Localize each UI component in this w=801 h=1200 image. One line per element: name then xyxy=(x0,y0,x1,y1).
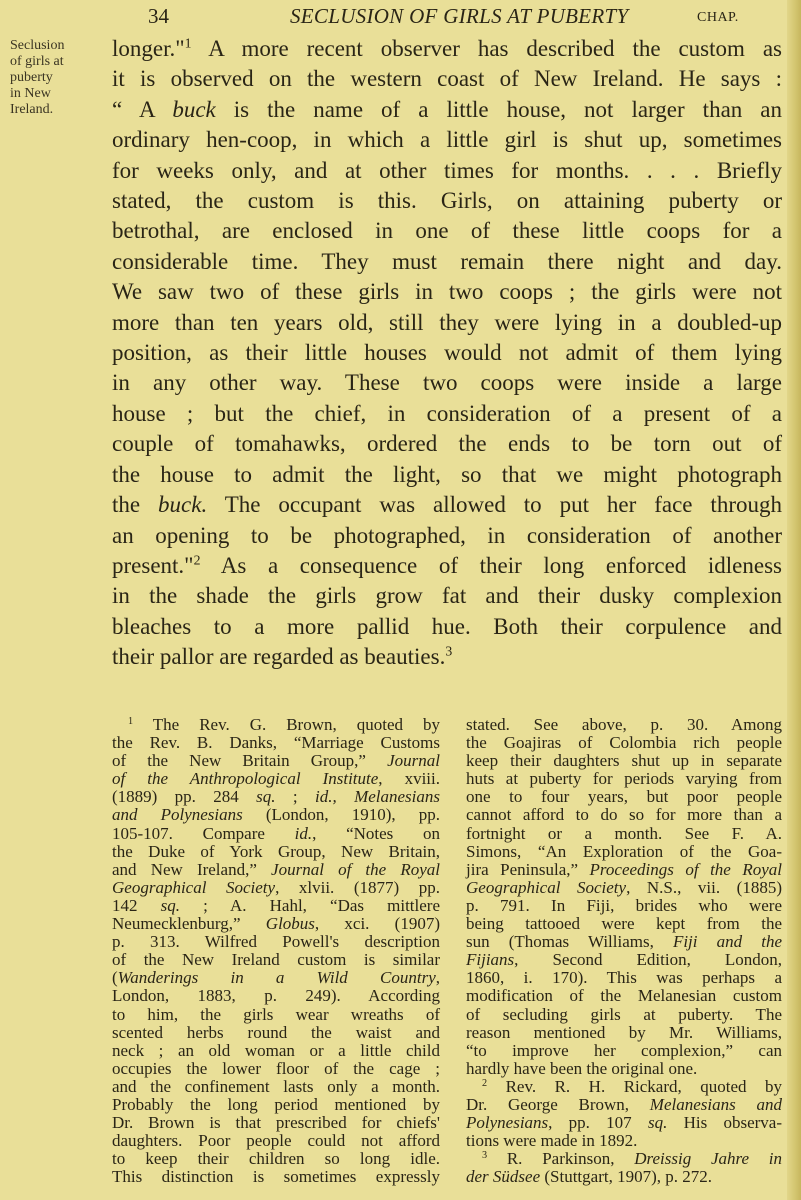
text-line xyxy=(466,1150,782,1168)
text-line xyxy=(112,612,782,642)
text-run: ordinary hen-coop, in which a little girl is shut up, sometimes xyxy=(112,127,782,153)
text-run: Dr. Brown is that prescribed for chiefs' xyxy=(112,1113,440,1133)
text-line xyxy=(112,581,782,611)
text-line xyxy=(112,1132,440,1150)
text-run: R. Parkinson, xyxy=(487,1149,635,1169)
text-run: stated, the custom is this. Girls, on attaining puberty or xyxy=(112,188,782,214)
text-line xyxy=(466,1096,782,1114)
text-run: Neumecklenburg,” xyxy=(112,914,266,934)
text-line xyxy=(466,879,782,897)
text-line xyxy=(112,551,782,581)
text-run: huts at puberty for periods varying from xyxy=(466,769,782,789)
text-run: 1860, i. 170). This was perhaps a xyxy=(466,968,782,988)
text-line xyxy=(112,1150,440,1168)
text-run: in the shade the girls grow fat and their dusky complexion xyxy=(112,583,782,609)
text-run: their pallor are regarded as beauties. xyxy=(112,644,446,670)
text-line xyxy=(112,216,782,246)
text-line xyxy=(112,1078,440,1096)
text-run: reason mentioned by Mr. Williams, xyxy=(466,1022,782,1042)
text-run: , pp. 107 xyxy=(548,1113,648,1133)
text-run: Probably the long period mentioned by xyxy=(112,1094,440,1114)
italic-text: der Südsee xyxy=(466,1167,541,1187)
text-line xyxy=(112,95,782,125)
text-line xyxy=(112,642,782,672)
text-line xyxy=(112,34,782,64)
italic-text: Proceedings of the Royal xyxy=(589,859,782,879)
text-line xyxy=(112,1096,440,1114)
italic-text: Fiji and the xyxy=(672,932,782,952)
footnote-marker: 2 xyxy=(482,1077,488,1089)
text-line xyxy=(112,897,440,915)
text-line xyxy=(112,186,782,216)
footnotes-left-column xyxy=(112,716,440,1186)
text-run: one to four years, but poor people xyxy=(466,787,782,807)
text-line xyxy=(112,521,782,551)
margin-note-line: in New xyxy=(10,86,51,101)
text-line xyxy=(466,825,782,843)
text-line xyxy=(466,843,782,861)
text-run: to him, the girls wear wreaths of xyxy=(112,1004,440,1024)
text-run: being tattooed were kept from the xyxy=(466,914,782,934)
text-run: A more recent observer has described the custom as xyxy=(191,36,782,61)
text-run: , xlvii. (1877) pp. xyxy=(275,877,440,897)
page-number: 34 xyxy=(148,4,169,28)
italic-text: Geographical Society xyxy=(466,877,627,897)
text-line xyxy=(466,1006,782,1024)
text-line xyxy=(466,1024,782,1042)
text-run: scented herbs round the waist and xyxy=(112,1022,440,1042)
text-line xyxy=(466,1060,782,1078)
running-title: SECLUSION OF GIRLS AT PUBERTY xyxy=(290,4,629,28)
text-line xyxy=(112,429,782,459)
text-line xyxy=(112,460,782,490)
text-run: of secluding girls at puberty. The xyxy=(466,1004,782,1024)
text-run: the Duke of York Group, New Britain, xyxy=(112,841,440,861)
text-line xyxy=(112,752,440,770)
text-run: modification of the Melanesian custom xyxy=(466,986,782,1006)
text-line xyxy=(112,1024,440,1042)
text-run: (London, 1910), pp. xyxy=(242,805,440,825)
text-run: is the name of a little house, not larger than an xyxy=(215,96,782,122)
body-text xyxy=(112,34,782,673)
italic-text: id. xyxy=(294,823,313,843)
text-run: jira Peninsula,” xyxy=(466,859,590,879)
text-line xyxy=(112,308,782,338)
text-line xyxy=(466,861,782,879)
text-run: , xviii. xyxy=(378,769,440,789)
text-run: , Second Edition, London, xyxy=(514,950,782,970)
text-line xyxy=(112,987,440,1005)
text-run: hardly have been the original one. xyxy=(466,1058,698,1078)
text-run: betrothal, are enclosed in one of these little coops for a xyxy=(112,218,782,244)
italic-text: of the Anthropological Institute xyxy=(112,769,379,789)
text-run: ; A. Hahl, “Das mittlere xyxy=(179,895,440,915)
text-run: 105-107. Compare xyxy=(112,823,295,843)
text-line xyxy=(466,734,782,752)
text-run: As a consequence of their long enforced idleness xyxy=(200,552,782,578)
text-line xyxy=(112,1006,440,1024)
italic-text: Journal xyxy=(387,751,440,771)
text-line xyxy=(112,879,440,897)
text-run: position, as their little houses would not admit of them lying xyxy=(112,340,782,366)
italic-text: Geographical Society xyxy=(112,877,276,897)
italic-text: buck xyxy=(172,96,216,122)
text-run: Rev. R. H. Rickard, quoted by xyxy=(487,1076,782,1096)
footnote-marker: 1 xyxy=(128,715,134,727)
text-run: ( xyxy=(112,968,118,988)
footnote-marker: 3 xyxy=(445,643,453,659)
italic-text: sq. xyxy=(256,787,276,807)
text-run: cannot afford to do so for more than a xyxy=(466,805,782,825)
text-line xyxy=(112,770,440,788)
text-run: , N.S., vii. (1885) xyxy=(626,877,783,897)
footnote-marker: 2 xyxy=(193,552,201,568)
text-line xyxy=(112,806,440,824)
text-line xyxy=(112,861,440,879)
text-run: the house to admit the light, so that we might photograph xyxy=(112,461,782,487)
italic-text: sq. xyxy=(647,1113,668,1133)
text-run: and New Ireland,” xyxy=(112,859,272,879)
text-run: it is observed on the western coast of New Ireland. He says : xyxy=(112,66,782,92)
text-line xyxy=(466,806,782,824)
text-run: “to improve her complexion,” can xyxy=(466,1040,782,1060)
text-line xyxy=(466,969,782,987)
text-run: stated. See above, p. 30. Among xyxy=(466,715,782,734)
italic-text: buck. xyxy=(158,492,208,518)
italic-text: Dreissig Jahre in xyxy=(634,1149,782,1169)
text-run: (Stuttgart, 1907), p. 272. xyxy=(540,1167,713,1187)
italic-text: Globus xyxy=(265,914,315,934)
text-line xyxy=(466,951,782,969)
chapter-label: CHAP. xyxy=(697,10,739,25)
margin-note-line: Ireland. xyxy=(10,102,54,117)
text-run: This distinction is sometimes expressly xyxy=(112,1167,440,1187)
text-line xyxy=(112,825,440,843)
text-run: and the confinement lasts only a month. xyxy=(112,1076,440,1096)
text-run: longer." xyxy=(112,36,185,61)
text-run: the Goajiras of Colombia rich people xyxy=(466,733,782,753)
text-line xyxy=(112,734,440,752)
text-run: We saw two of these girls in two coops ; the girls were not xyxy=(112,279,782,305)
text-run: p. 313. Wilfred Powell's description xyxy=(112,932,440,952)
text-run: 142 xyxy=(112,895,161,915)
text-run: , xci. (1907) xyxy=(314,914,440,934)
text-run: bleaches to a more pallid hue. Both their corpulence and xyxy=(112,613,782,639)
page-edge-shadow xyxy=(787,0,801,1200)
text-run: daughters. Poor people could not afford xyxy=(112,1131,440,1151)
text-run: keep their daughters shut up in separate xyxy=(466,751,782,771)
text-run: present." xyxy=(112,552,194,578)
italic-text: Journal of the Royal xyxy=(271,859,441,879)
text-run: “ A xyxy=(112,96,173,122)
margin-note-line: puberty xyxy=(10,70,53,85)
text-line xyxy=(112,490,782,520)
text-run: of the New Britain Group,” xyxy=(112,751,388,771)
italic-text: Melanesians and xyxy=(649,1094,782,1114)
text-run: His observa- xyxy=(667,1113,782,1133)
text-run: of the New Ireland custom is similar xyxy=(112,950,440,970)
text-line xyxy=(112,277,782,307)
text-line xyxy=(112,915,440,933)
footnotes-right-column xyxy=(466,716,782,1186)
text-line xyxy=(466,1114,782,1132)
text-run: in any other way. These two coops were inside a large xyxy=(112,370,782,396)
text-run: fortnight or a month. See F. A. xyxy=(466,823,782,843)
text-line xyxy=(466,933,782,951)
text-run: to keep their children so long idle. xyxy=(112,1149,440,1169)
text-line xyxy=(466,1168,782,1186)
text-run: ; xyxy=(275,787,315,807)
text-run: London, 1883, p. 249). According xyxy=(112,986,440,1006)
text-line xyxy=(112,716,440,734)
text-line xyxy=(466,770,782,788)
text-line xyxy=(112,1168,440,1186)
italic-text: Polynesians xyxy=(466,1113,549,1133)
text-line xyxy=(112,1060,440,1078)
text-line xyxy=(112,156,782,186)
text-line xyxy=(112,969,440,987)
text-line xyxy=(112,338,782,368)
text-line xyxy=(112,64,782,94)
text-run: (1889) pp. 284 xyxy=(112,787,257,807)
text-run: tions were made in 1892. xyxy=(466,1131,638,1151)
text-run: more than ten years old, still they were lying in a doubled-up xyxy=(112,309,782,335)
text-run: sun (Thomas Williams, xyxy=(466,932,673,952)
footnote-marker: 3 xyxy=(482,1150,488,1162)
text-run: The occupant was allowed to put her face through xyxy=(207,492,782,518)
text-run: for weeks only, and at other times for months. . . . Briefly xyxy=(112,157,782,183)
text-line xyxy=(112,788,440,806)
italic-text: Fijians xyxy=(466,950,515,970)
text-line xyxy=(112,933,440,951)
text-line xyxy=(112,843,440,861)
text-line xyxy=(466,1078,782,1096)
text-line xyxy=(112,951,440,969)
text-run: , xyxy=(435,968,440,988)
text-run: , “Notes on xyxy=(312,823,440,843)
text-run: p. 791. In Fiji, brides who were xyxy=(466,895,782,915)
text-run: the Rev. B. Danks, “Marriage Customs xyxy=(112,733,440,753)
margin-note xyxy=(10,38,64,118)
text-line xyxy=(112,368,782,398)
italic-text: sq. xyxy=(160,895,180,915)
text-run: The Rev. G. Brown, quoted by xyxy=(133,715,440,734)
text-line xyxy=(466,987,782,1005)
text-run: occupies the lower floor of the cage ; xyxy=(112,1058,440,1078)
footnote-marker: 1 xyxy=(184,35,192,51)
text-run: Simons, “An Exploration of the Goa- xyxy=(466,841,782,861)
italic-text: and Polynesians xyxy=(112,805,243,825)
text-line xyxy=(466,788,782,806)
text-run: neck ; an old woman or a little child xyxy=(112,1040,440,1060)
text-line xyxy=(466,1042,782,1060)
margin-note-line: of girls at xyxy=(10,54,64,69)
text-line xyxy=(112,1042,440,1060)
text-run: an opening to be photographed, in consideration of another xyxy=(112,522,782,548)
margin-note-line: Seclusion xyxy=(10,38,65,53)
italic-text: id., Melanesians xyxy=(314,787,440,807)
text-line xyxy=(466,752,782,770)
text-run: house ; but the chief, in consideration of a present of a xyxy=(112,400,782,426)
text-line xyxy=(466,716,782,734)
text-line xyxy=(112,247,782,277)
text-line xyxy=(112,399,782,429)
text-run: couple of tomahawks, ordered the ends to be torn out of xyxy=(112,431,782,457)
italic-text: Wanderings in a Wild Country xyxy=(117,968,436,988)
text-run: the xyxy=(112,492,159,518)
text-run: Dr. George Brown, xyxy=(466,1094,650,1114)
text-line xyxy=(466,915,782,933)
text-line xyxy=(466,1132,782,1150)
text-line xyxy=(112,125,782,155)
text-run: considerable time. They must remain there night and day. xyxy=(112,248,782,274)
text-line xyxy=(112,1114,440,1132)
text-line xyxy=(466,897,782,915)
